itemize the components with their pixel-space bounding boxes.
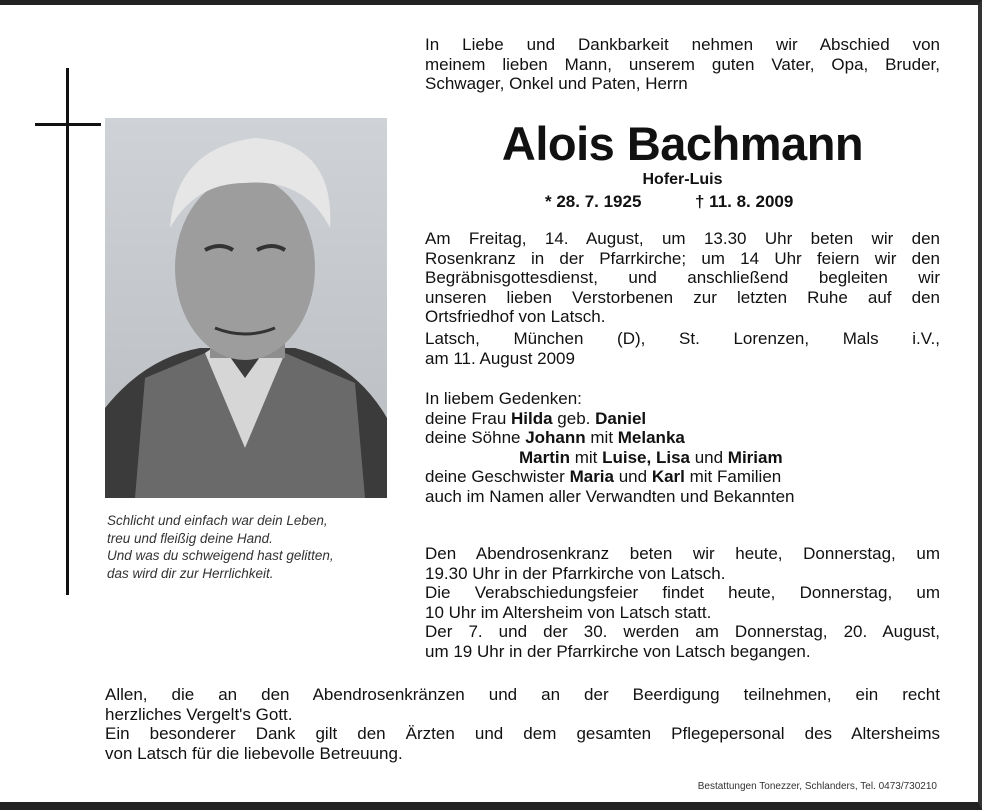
mourner-name: Hilda — [511, 408, 553, 428]
intro-text — [425, 35, 940, 94]
cross-icon-bar — [35, 123, 101, 126]
event-line: Die Verabschiedungsfeier findet heute, Donnerstag, um — [425, 583, 940, 603]
text: mit — [570, 447, 603, 467]
text: deine Söhne — [425, 428, 526, 448]
mourner-name: Martin — [519, 447, 570, 467]
thanks-line: Allen, die an den Abendrosenkränzen und an der Beerdigung teilnehmen, ein recht — [105, 685, 940, 704]
mourner-line — [425, 409, 940, 429]
event-line: Der 7. und der 30. werden am Donnerstag, 20. August, — [425, 622, 940, 642]
thanks-text — [105, 685, 940, 763]
mourner-line — [425, 448, 940, 468]
place-line: am 11. August 2009 — [425, 348, 575, 368]
mourner-name: Karl — [651, 467, 685, 487]
text: geb. — [552, 408, 596, 428]
deceased-name: Alois Bachmann — [501, 117, 864, 170]
poem-line: Schlicht und einfach war dein Leben, — [107, 513, 328, 528]
event-line: 10 Uhr im Altersheim von Latsch statt. — [425, 602, 712, 622]
events-text — [425, 544, 940, 662]
mourner-name: Melanka — [617, 428, 685, 448]
mourner-line — [425, 428, 940, 448]
funeral-line: Am Freitag, 14. August, um 13.30 Uhr beten wir den — [425, 229, 940, 248]
event-line: um 19 Uhr in der Pfarrkirche von Latsch begangen. — [425, 641, 811, 661]
nickname: Hofer-Luis — [642, 171, 723, 188]
funeral-home-credit: Bestattungen Tonezzer, Schlanders, Tel. 0473/730210 — [697, 781, 937, 792]
place-line: Latsch, München (D), St. Lorenzen, Mals i.V., — [425, 329, 940, 348]
mourners-intro: In liebem Gedenken: — [425, 389, 582, 408]
text: und — [689, 447, 728, 467]
funeral-line: unseren lieben Verstorbenen zur letzten Ruhe auf den — [425, 287, 940, 307]
birth-date: * 28. 7. 1925 — [545, 192, 642, 211]
death-date: † 11. 8. 2009 — [695, 192, 794, 211]
mourner-name: Miriam — [727, 447, 783, 467]
intro-line: meinem lieben Mann, unserem guten Vater, Opa, Bruder, — [425, 54, 940, 74]
funeral-text — [425, 229, 940, 327]
funeral-line: Ortsfriedhof von Latsch. — [425, 307, 606, 327]
poem-line: Und was du schweigend hast gelitten, — [107, 548, 334, 563]
portrait-photo — [105, 118, 387, 498]
mourner-name: Johann — [525, 428, 586, 448]
poem-line: treu und fleißig deine Hand. — [107, 530, 273, 546]
place-date — [425, 329, 940, 368]
memorial-poem — [107, 512, 334, 582]
event-line: 19.30 Uhr in der Pfarrkirche von Latsch. — [425, 563, 726, 583]
poem-line: das wird dir zur Herrlichkeit. — [107, 565, 274, 581]
text: und — [614, 467, 652, 487]
intro-line: In Liebe und Dankbarkeit nehmen wir Abschied von — [425, 35, 940, 54]
thanks-line: von Latsch für die liebevolle Betreuung. — [105, 743, 403, 763]
event-line: Den Abendrosenkranz beten wir heute, Donnerstag, um — [425, 544, 940, 563]
text: deine Frau — [425, 408, 511, 428]
funeral-line: Rosenkranz in der Pfarrkirche; um 14 Uhr feiern wir den — [425, 248, 940, 268]
text: mit — [585, 428, 618, 448]
mourner-name: Luise, Lisa — [602, 447, 690, 467]
mourner-line: auch im Namen aller Verwandten und Bekannten — [425, 486, 795, 506]
text: mit Familien — [684, 467, 782, 487]
mourner-name: Maria — [569, 467, 614, 487]
funeral-line: Begräbnisgottesdienst, und anschließend begleiten wir — [425, 268, 940, 288]
intro-line: Schwager, Onkel und Paten, Herrn — [425, 74, 688, 94]
thanks-line: herzliches Vergelt's Gott. — [105, 704, 293, 724]
thanks-line: Ein besonderer Dank gilt den Ärzten und dem gesamten Pflegepersonal des Altersheims — [105, 724, 940, 744]
cross-icon — [66, 68, 69, 595]
mourner-name: Daniel — [595, 408, 647, 428]
mourner-line — [425, 467, 940, 487]
mourners — [425, 389, 940, 507]
text: deine Geschwister — [425, 467, 570, 487]
